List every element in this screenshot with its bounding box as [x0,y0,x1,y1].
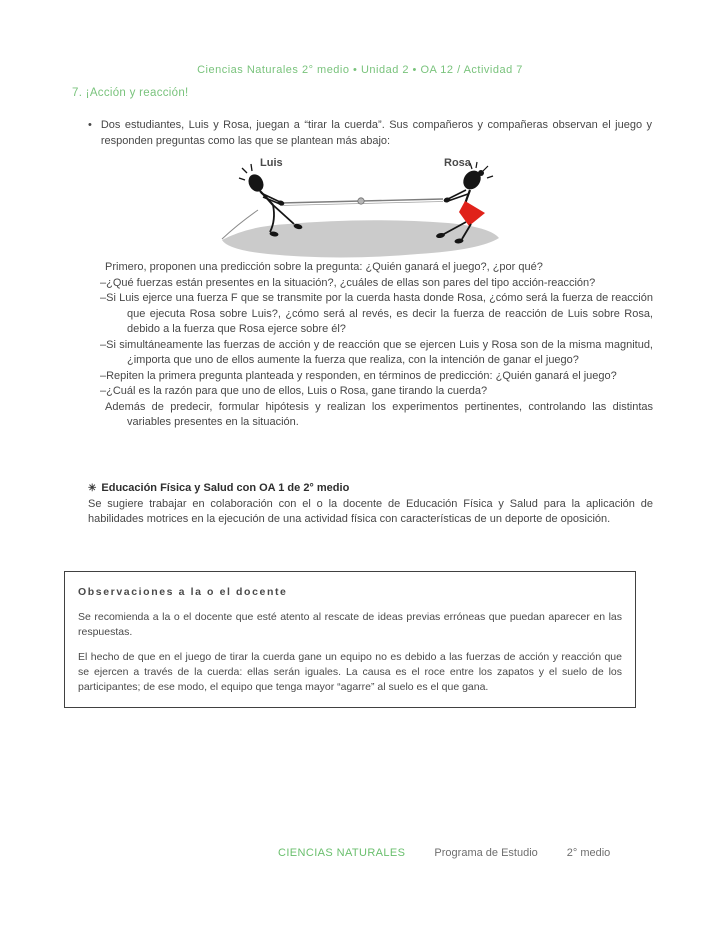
bullet-marker: • [88,119,92,131]
question-item: –Si Luis ejerce una fuerza F que se transmite por la cuerda hasta donde Rosa, ¿cómo será la fuerza de reacción que ejecuta Rosa sobre Luis?, ¿cómo será al revés, es decir la fuerza de reacción de Luis sobre Rosa, debido a la fuerza que Rosa ejerce sobre él? [100,292,653,335]
footer-subject: CIENCIAS NATURALES [278,847,406,859]
tug-of-war-svg [218,154,503,262]
rosa-skirt [459,201,485,226]
question-item: –Repiten la primera pregunta planteada y responden, en términos de predicción: ¿Quién ganará el juego? [100,369,617,382]
page-footer [278,847,610,859]
pe-link-body: Se sugiere trabajar en colaboración con el o la docente de Educación Física y Salud para la aplicación de habilidades motrices en la ejecución de una actividad física con características de un deporte de oposición. [88,497,653,525]
questions-lead: Primero, proponen una predicción sobre la pregunta: ¿Quién ganará el juego?, ¿por qué? [105,261,543,273]
rope [280,198,443,206]
interdisciplinary-link-icon: ✳ [88,483,97,494]
observations-title: Observaciones a la o el docente [78,586,288,598]
rosa-label: Rosa [444,157,471,169]
observations-paragraph: El hecho de que en el juego de tirar la cuerda gane un equipo no es debido a las fuerzas de acción y reacción que se ejercen a través de la cuerda: ellas serán iguales. La causa es el roce entre los zapatos y el suelo de los participantes; de ese modo, el equipo que tenga mayor “agarre” al suelo es el que gana. [78,651,622,693]
luis-label: Luis [260,157,283,169]
breadcrumb: Ciencias Naturales 2° medio • Unidad 2 • OA 12 / Actividad 7 [197,64,523,76]
footer-grade: 2° medio [566,847,611,859]
question-item: –¿Cuál es la razón para que uno de ellos, Luis o Rosa, gane tirando la cuerda? [100,385,488,397]
pe-link-title [88,481,653,497]
questions-block [100,260,653,431]
teacher-observations-box [64,571,636,708]
pe-link-section [88,481,653,528]
tug-of-war-illustration [218,154,503,262]
activity-title: 7. ¡Acción y reacción! [72,87,189,99]
observations-paragraph: Se recomienda a la o el docente que esté atento al rescate de ideas previas erróneas que puedan aparecer en las respuestas. [78,611,622,638]
intro-text: Dos estudiantes, Luis y Rosa, juegan a “tirar la cuerda”. Sus compañeros y compañeras observan el juego y responden preguntas como las que se plantean más abajo: [100,119,652,147]
pe-link-title-text: Educación Física y Salud con OA 1 de 2° medio [101,482,350,494]
rope-knot [358,198,364,204]
question-item: –Si simultáneamente las fuerzas de acción y de reacción que se ejercen Luis y Rosa son de la misma magnitud, ¿importa que uno de ellos aumente la fuerza que realiza, con la intención de ganar el juego? [100,338,653,366]
intro-paragraph [88,118,652,149]
questions-closing: Además de predecir, formular hipótesis y realizan los experimentos pertinentes, controlando las distintas variables presentes en la situación. [105,400,653,428]
footer-program: Programa de Estudio [434,847,538,859]
question-item: –¿Qué fuerzas están presentes en la situación?, ¿cuáles de ellas son pares del tipo acción-reacción? [100,276,596,289]
